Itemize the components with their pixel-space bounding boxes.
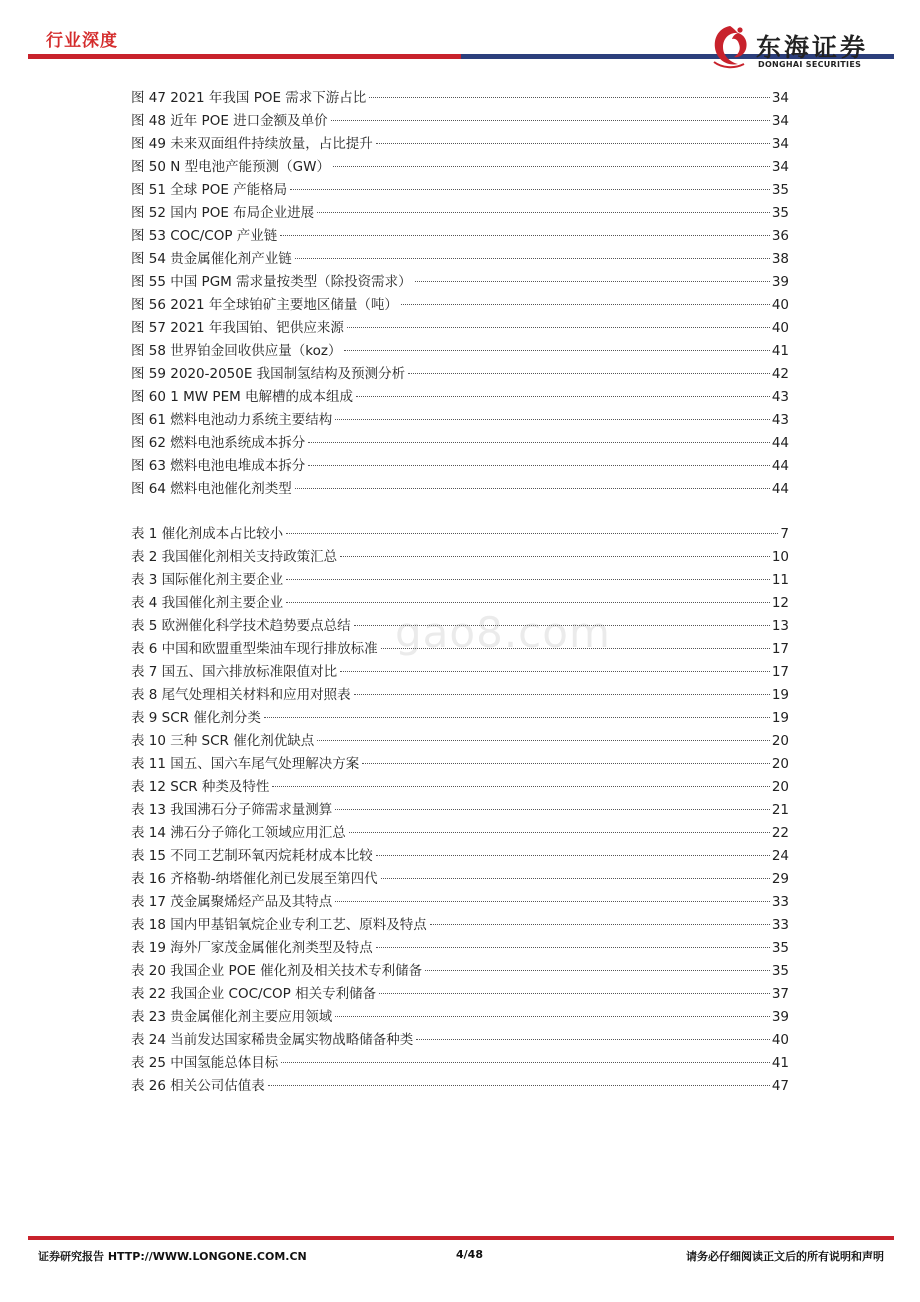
toc-entry-page: 19: [771, 710, 789, 726]
toc-entry-title: 图 50 N 型电池产能预测（GW）: [131, 159, 330, 175]
toc-entry-title: 表 11 国五、国六车尾气处理解决方案: [131, 756, 360, 772]
table-toc-row[interactable]: [131, 661, 789, 684]
toc-entry-title: 图 54 贵金属催化剂产业链: [131, 251, 292, 267]
toc-entry-title: 表 6 中国和欧盟重型柴油车现行排放标准: [131, 641, 378, 657]
figure-toc-row[interactable]: [131, 478, 789, 501]
toc-entry-page: 35: [771, 205, 789, 221]
table-toc-row[interactable]: [131, 569, 789, 592]
toc-entry-page: 47: [771, 1078, 789, 1094]
dot-leader: [308, 442, 770, 443]
table-toc-row[interactable]: [131, 891, 789, 914]
dot-leader: [401, 304, 770, 305]
toc-entry-page: 38: [771, 251, 789, 267]
table-toc-row[interactable]: [131, 1006, 789, 1029]
dot-leader: [347, 327, 770, 328]
dot-leader: [379, 993, 770, 994]
report-type-label: 行业深度: [46, 31, 118, 51]
toc-entry-title: 表 22 我国企业 COC/COP 相关专利储备: [131, 986, 377, 1002]
toc-entry-page: 34: [771, 159, 789, 175]
dot-leader: [408, 373, 770, 374]
toc-entry-title: 表 15 不同工艺制环氧丙烷耗材成本比较: [131, 848, 373, 864]
toc-entry-page: 44: [771, 481, 789, 497]
figure-toc-row[interactable]: [131, 156, 789, 179]
dot-leader: [354, 694, 770, 695]
dot-leader: [317, 740, 770, 741]
toc-entry-title: 表 23 贵金属催化剂主要应用领域: [131, 1009, 333, 1025]
toc-entry-title: 表 12 SCR 种类及特性: [131, 779, 270, 795]
table-toc-row[interactable]: [131, 822, 789, 845]
company-name-cn: 东海证券: [756, 33, 869, 62]
toc-entry-title: 表 9 SCR 催化剂分类: [131, 710, 261, 726]
toc-entry-page: 24: [771, 848, 789, 864]
dot-leader: [356, 396, 770, 397]
dot-leader: [335, 901, 770, 902]
figure-toc-row[interactable]: [131, 225, 789, 248]
toc-entry-page: 43: [771, 389, 789, 405]
dot-leader: [335, 809, 770, 810]
toc-entry-page: 19: [771, 687, 789, 703]
toc-entry-page: 29: [771, 871, 789, 887]
toc-entry-title: 图 59 2020-2050E 我国制氢结构及预测分析: [131, 366, 406, 382]
toc-entry-page: 10: [771, 549, 789, 565]
toc-entry-title: 表 1 催化剂成本占比较小: [131, 526, 284, 542]
figure-toc-row[interactable]: [131, 271, 789, 294]
figure-toc-row[interactable]: [131, 133, 789, 156]
dot-leader: [430, 924, 770, 925]
toc-entry-page: 20: [771, 779, 789, 795]
toc-entry-title: 图 51 全球 POE 产能格局: [131, 182, 288, 198]
dot-leader: [264, 717, 770, 718]
figure-toc-row[interactable]: [131, 340, 789, 363]
dot-leader: [317, 212, 770, 213]
figure-toc-row[interactable]: [131, 386, 789, 409]
toc-entry-title: 图 47 2021 年我国 POE 需求下游占比: [131, 90, 367, 106]
toc-entry-title: 表 25 中国氢能总体目标: [131, 1055, 279, 1071]
figure-toc-row[interactable]: [131, 294, 789, 317]
footer-disclaimer: 请务必仔细阅读正文后的所有说明和声明: [686, 1250, 884, 1263]
dot-leader: [268, 1085, 770, 1086]
toc-entry-page: 13: [771, 618, 789, 634]
table-toc-row[interactable]: [131, 684, 789, 707]
table-toc-row[interactable]: [131, 983, 789, 1006]
table-toc-row[interactable]: [131, 753, 789, 776]
dragon-logo-icon: [708, 22, 752, 70]
toc-entry-title: 表 8 尾气处理相关材料和应用对照表: [131, 687, 351, 703]
figure-toc-row[interactable]: [131, 87, 789, 110]
dot-leader: [369, 97, 770, 98]
dot-leader: [272, 786, 769, 787]
toc-entry-page: 35: [771, 940, 789, 956]
toc-entry-page: 34: [771, 113, 789, 129]
table-toc-row[interactable]: [131, 546, 789, 569]
figure-toc-row[interactable]: [131, 363, 789, 386]
toc-entry-page: 44: [771, 458, 789, 474]
footer-source: 证券研究报告 HTTP://WWW.LONGONE.COM.CN: [38, 1250, 307, 1263]
dot-leader: [286, 533, 778, 534]
dot-leader: [381, 878, 770, 879]
dot-leader: [290, 189, 770, 190]
table-toc-row[interactable]: [131, 707, 789, 730]
toc-entry-page: 36: [771, 228, 789, 244]
toc-entry-title: 图 58 世界铂金回收供应量（koz）: [131, 343, 342, 359]
toc-entry-page: 39: [771, 274, 789, 290]
company-name-en: DONGHAI SECURITIES: [758, 60, 862, 69]
dot-leader: [286, 579, 770, 580]
dot-leader: [340, 556, 770, 557]
figure-toc-row[interactable]: [131, 455, 789, 478]
toc-entry-title: 表 2 我国催化剂相关支持政策汇总: [131, 549, 338, 565]
toc-entry-page: 11: [771, 572, 789, 588]
table-toc-row[interactable]: [131, 937, 789, 960]
toc-entry-page: 17: [771, 641, 789, 657]
toc-entry-page: 34: [771, 136, 789, 152]
toc-entry-title: 图 57 2021 年我国铂、钯供应来源: [131, 320, 344, 336]
dot-leader: [286, 602, 770, 603]
page-number: 4/48: [456, 1248, 483, 1261]
toc-entry-title: 图 48 近年 POE 进口金额及单价: [131, 113, 328, 129]
dot-leader: [335, 419, 770, 420]
dot-leader: [416, 1039, 770, 1040]
dot-leader: [349, 832, 770, 833]
toc-entry-page: 35: [771, 963, 789, 979]
table-toc-row[interactable]: [131, 960, 789, 983]
table-toc-row[interactable]: [131, 1075, 789, 1098]
toc-entry-title: 表 3 国际催化剂主要企业: [131, 572, 284, 588]
toc-entry-page: 40: [771, 297, 789, 313]
dot-leader: [295, 258, 770, 259]
toc-entry-page: 41: [771, 1055, 789, 1071]
toc-entry-title: 表 14 沸石分子筛化工领域应用汇总: [131, 825, 346, 841]
figure-toc-row[interactable]: [131, 409, 789, 432]
table-toc-row[interactable]: [131, 776, 789, 799]
figure-toc-row[interactable]: [131, 179, 789, 202]
dot-leader: [295, 488, 770, 489]
toc-entry-title: 图 63 燃料电池电堆成本拆分: [131, 458, 306, 474]
toc-entry-title: 图 61 燃料电池动力系统主要结构: [131, 412, 333, 428]
figure-list: [131, 87, 789, 501]
toc-entry-page: 34: [771, 90, 789, 106]
toc-entry-page: 17: [771, 664, 789, 680]
dot-leader: [281, 1062, 770, 1063]
toc-entry-page: 41: [771, 343, 789, 359]
toc-entry-page: 39: [771, 1009, 789, 1025]
dot-leader: [344, 350, 769, 351]
company-logo: [708, 22, 898, 70]
toc-entry-page: 42: [771, 366, 789, 382]
table-toc-row[interactable]: [131, 1029, 789, 1052]
figure-toc-row[interactable]: [131, 248, 789, 271]
dot-leader: [340, 671, 770, 672]
toc-entry-title: 表 24 当前发达国家稀贵金属实物战略储备种类: [131, 1032, 414, 1048]
toc-entry-title: 图 56 2021 年全球铂矿主要地区储量（吨）: [131, 297, 398, 313]
dot-leader: [308, 465, 770, 466]
toc-entry-title: 表 16 齐格勒-纳塔催化剂已发展至第四代: [131, 871, 378, 887]
toc-entry-page: 40: [771, 320, 789, 336]
table-toc-row[interactable]: [131, 730, 789, 753]
toc-entry-page: 7: [780, 526, 789, 542]
toc-entry-page: 20: [771, 733, 789, 749]
toc-entry-page: 33: [771, 917, 789, 933]
dot-leader: [376, 855, 770, 856]
toc-entry-page: 43: [771, 412, 789, 428]
toc-entry-page: 44: [771, 435, 789, 451]
toc-entry-title: 图 52 国内 POE 布局企业进展: [131, 205, 315, 221]
toc-entry-page: 33: [771, 894, 789, 910]
dot-leader: [376, 143, 770, 144]
figure-toc-row[interactable]: [131, 432, 789, 455]
toc-entry-title: 图 62 燃料电池系统成本拆分: [131, 435, 306, 451]
dot-leader: [376, 947, 770, 948]
dot-leader: [425, 970, 770, 971]
dot-leader: [333, 166, 770, 167]
toc-entry-title: 表 4 我国催化剂主要企业: [131, 595, 284, 611]
dot-leader: [415, 281, 770, 282]
toc-entry-page: 37: [771, 986, 789, 1002]
dot-leader: [331, 120, 770, 121]
toc-entry-title: 表 17 茂金属聚烯烃产品及其特点: [131, 894, 333, 910]
toc-entry-title: 图 53 COC/COP 产业链: [131, 228, 278, 244]
toc-entry-title: 图 49 未来双面组件持续放量，占比提升: [131, 136, 373, 152]
dot-leader: [335, 1016, 770, 1017]
table-toc-row[interactable]: [131, 1052, 789, 1075]
table-toc-row[interactable]: [131, 799, 789, 822]
watermark: gao8.com: [395, 608, 611, 657]
toc-entry-title: 表 20 我国企业 POE 催化剂及相关技术专利储备: [131, 963, 423, 979]
table-toc-row[interactable]: [131, 523, 789, 546]
dot-leader: [280, 235, 770, 236]
toc-entry-page: 21: [771, 802, 789, 818]
footer-divider: [28, 1236, 894, 1240]
dot-leader: [362, 763, 770, 764]
toc-entry-title: 图 64 燃料电池催化剂类型: [131, 481, 292, 497]
toc-entry-title: 图 55 中国 PGM 需求量按类型（除投资需求）: [131, 274, 412, 290]
figure-toc-row[interactable]: [131, 317, 789, 340]
toc-entry-title: 表 26 相关公司估值表: [131, 1078, 265, 1094]
toc-entry-title: 表 5 欧洲催化科学技术趋势要点总结: [131, 618, 351, 634]
figure-toc-row[interactable]: [131, 202, 789, 225]
toc-entry-page: 20: [771, 756, 789, 772]
toc-entry-title: 表 19 海外厂家茂金属催化剂类型及特点: [131, 940, 373, 956]
toc-entry-page: 22: [771, 825, 789, 841]
figure-toc-row[interactable]: [131, 110, 789, 133]
toc-entry-title: 表 10 三种 SCR 催化剂优缺点: [131, 733, 315, 749]
table-toc-row[interactable]: [131, 868, 789, 891]
toc-entry-title: 表 7 国五、国六排放标准限值对比: [131, 664, 338, 680]
toc-entry-page: 12: [771, 595, 789, 611]
toc-entry-title: 图 60 1 MW PEM 电解槽的成本组成: [131, 389, 354, 405]
toc-entry-page: 35: [771, 182, 789, 198]
table-toc-row[interactable]: [131, 914, 789, 937]
toc-entry-title: 表 18 国内甲基铝氧烷企业专利工艺、原料及特点: [131, 917, 427, 933]
table-toc-row[interactable]: [131, 845, 789, 868]
toc-entry-title: 表 13 我国沸石分子筛需求量测算: [131, 802, 333, 818]
toc-entry-page: 40: [771, 1032, 789, 1048]
